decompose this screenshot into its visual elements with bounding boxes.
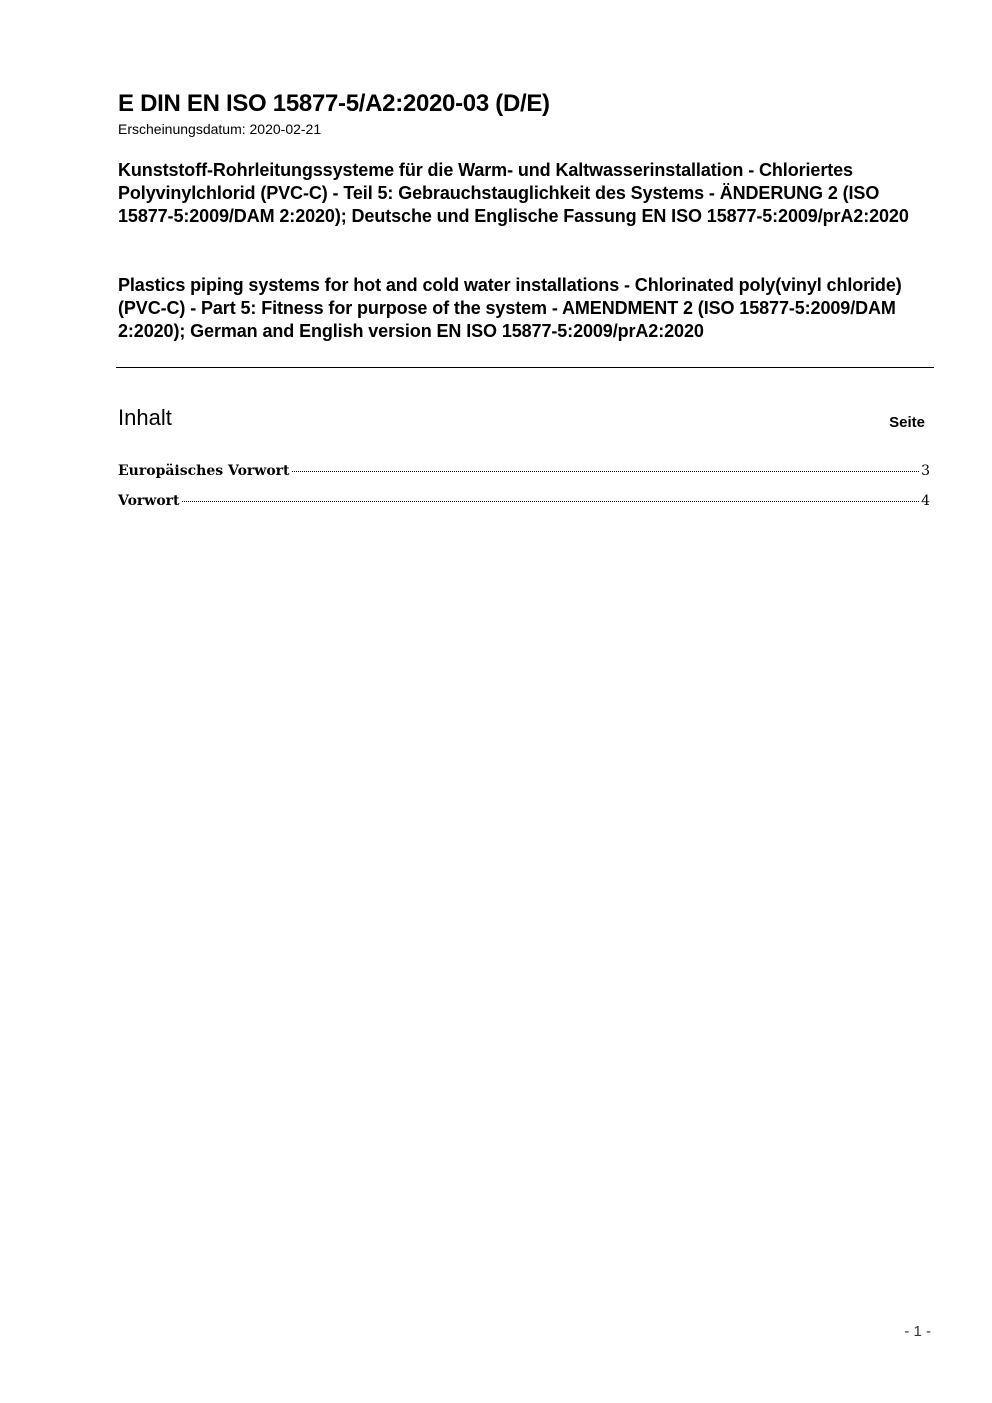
publication-date: Erscheinungsdatum: 2020-02-21 [118, 121, 322, 137]
toc-dot-leader [292, 471, 920, 472]
toc-entry-page[interactable]: 4 [921, 493, 930, 509]
table-of-contents [118, 463, 930, 523]
toc-heading: Inhalt [118, 405, 172, 430]
german-title: Kunststoff-Rohrleitungssysteme für die Warm- und Kaltwasserinstallation - Chloriertes Polyvinylchlorid (PVC-C) - Teil 5: Gebrauchstauglichkeit des Systems - ÄNDERUNG 2 (ISO 15877-5:2009/DAM 2:2020); Deutsche und Englische Fassung EN ISO 15877-5:2009/prA2:2020 [118, 160, 909, 226]
title-divider [116, 367, 934, 368]
toc-dot-leader [182, 501, 920, 502]
english-title: Plastics piping systems for hot and cold water installations - Chlorinated poly(vinyl chloride) (PVC-C) - Part 5: Fitness for purpose of the system - AMENDMENT 2 (ISO 15877-5:2009/DAM 2:2020); German and English version EN ISO 15877-5:2009/prA2:2020 [118, 275, 902, 341]
toc-entry-europaeisches-vorwort[interactable] [118, 463, 930, 493]
toc-entry-title[interactable]: Europäisches Vorwort [118, 463, 290, 479]
page-number: - 1 - [904, 1323, 931, 1340]
toc-entry-title[interactable]: Vorwort [118, 493, 180, 509]
document-title: E DIN EN ISO 15877-5/A2:2020-03 (D/E) [118, 90, 550, 117]
toc-entry-page[interactable]: 3 [921, 463, 930, 479]
toc-entry-vorwort[interactable] [118, 493, 930, 523]
toc-page-column-label: Seite [889, 414, 925, 431]
